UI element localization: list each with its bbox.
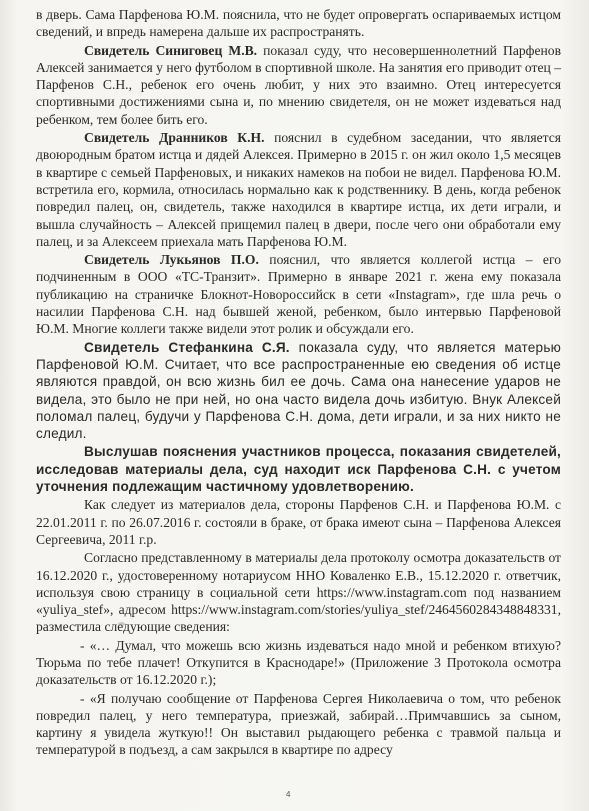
witness-testimony: показал суду, что несовершеннолетний Парфенов Алексей занимается у него футболом в спортивной школе. На занятия его приводит отец – Парфенов С.Н., ребенок его очень любит, у них это взаимно. Отец интересуется спортивными достижениями сына и, по мнению свидетеля, он не может издеваться над ребенком, тем более бить его.	[36, 42, 561, 127]
witness-name: Свидетель Лукьянов П.О.	[84, 252, 259, 268]
paragraph-witness-drannikov	[36, 129, 561, 250]
page-number: 4	[286, 790, 291, 799]
paragraph-protocol: Согласно представленному в материалы дела протоколу осмотра доказательств от 16.12.2020 г., удостоверенному нотариусом ННО Коваленко Е.В., 15.12.2020 г. ответчик, используя свою страницу в социальной сети https://www.instagram.com под названием «yuliya_stef», адресом https://www.instagram.com/stories/yuliya_stef/2464560284348848331, разместила следующие сведения:	[36, 550, 561, 635]
witness-name: Свидетель Стефанкина С.Я.	[84, 339, 290, 355]
paragraph-witness-lukyanov	[36, 251, 561, 337]
paragraph-quote-2: - «Я получаю сообщение от Парфенова Сергея Николаевича о том, что ребенок повредил палец, у него температура, приезжай, забирай…Примчавшись за сыном, картину я увидела жуткую!! Он выставил рыдающего ребенка с травмой пальца и температурой в подъезд, а сам закрылся в квартире по адресу	[36, 690, 561, 758]
paragraph-marriage: Как следует из материалов дела, стороны Парфенов С.Н. и Парфенова Ю.М. с 22.01.2011 г. по 26.07.2016 г. состояли в браке, от брака имеют сына – Парфенова Алексея Сергеевича, 2011 г.р.	[36, 497, 561, 547]
witness-name: Свидетель Дранников К.Н.	[84, 130, 265, 146]
witness-testimony: пояснил, что является коллегой истца – его подчиненным в ООО «ТС-Транзит». Примерно в январе 2021 г. жена ему показала публикацию на страничке Блокнот-Новороссийск в сети «Instagram», где шла речь о насилии Парфенова С.Н. над бывшей женой, ребенком, было интервью Парфеновой Ю.М. Многие коллеги также видели этот ролик и обсуждали его.	[36, 252, 561, 337]
paragraph-1: в дверь. Сама Парфенова Ю.М. пояснила, что не будет опровергать оспариваемых истцом сведений, и впредь намерена дальше их распространять.	[36, 7, 561, 40]
paragraph-court-finding: Выслушав пояснения участников процесса, показания свидетелей, исследовав материалы дела, суд находит иск Парфенова С.Н. с учетом уточнения подлежащим частичному удовлетворению.	[36, 444, 561, 495]
paragraph-quote-1: - «… Думал, что можешь всю жизнь издеваться надо мной и ребенком втихую? Тюрьма по тебе плачет! Откупится в Краснодаре!» (Приложение 3 Протокола осмотра доказательств от 16.12.2020 г.);	[36, 637, 561, 688]
paragraph-witness-sinigovets	[36, 42, 561, 128]
paragraph-witness-stefankina	[36, 339, 561, 443]
witness-testimony: показала суду, что является матерью Парфеновой Ю.М. Считает, что все распространенные ею сведения об истце являются правдой, он всю жизнь бил ее дочь. Сама она нанесение ударов не видела, это было не при ней, но она часто видела дочь избитую. Внук Алексей поломал палец, будучи у Парфенова С.Н. дома, дети играли, и за них никто не следил.	[36, 339, 561, 442]
ink-smudge	[118, 622, 125, 626]
witness-name: Свидетель Синиговец М.В.	[84, 42, 258, 58]
witness-testimony: пояснил в судебном заседании, что является двоюродным братом истца и дядей Алексея. Примерно в 2015 г. он жил около 1,5 месяцев в квартире с семьей Парфеновых, и никаких намеков на побои не видел. Парфенова Ю.М. встретила его, кормила, относилась нормально как к родственнику. В день, когда ребенок повредил палец, он, свидетель, также находился в квартире истца, их дети играли, и вышла случайность – Алексей прищемил палец в двери, после чего они обработали ему палец, и за Алексеем приехала мать Парфенова Ю.М.	[36, 130, 561, 249]
